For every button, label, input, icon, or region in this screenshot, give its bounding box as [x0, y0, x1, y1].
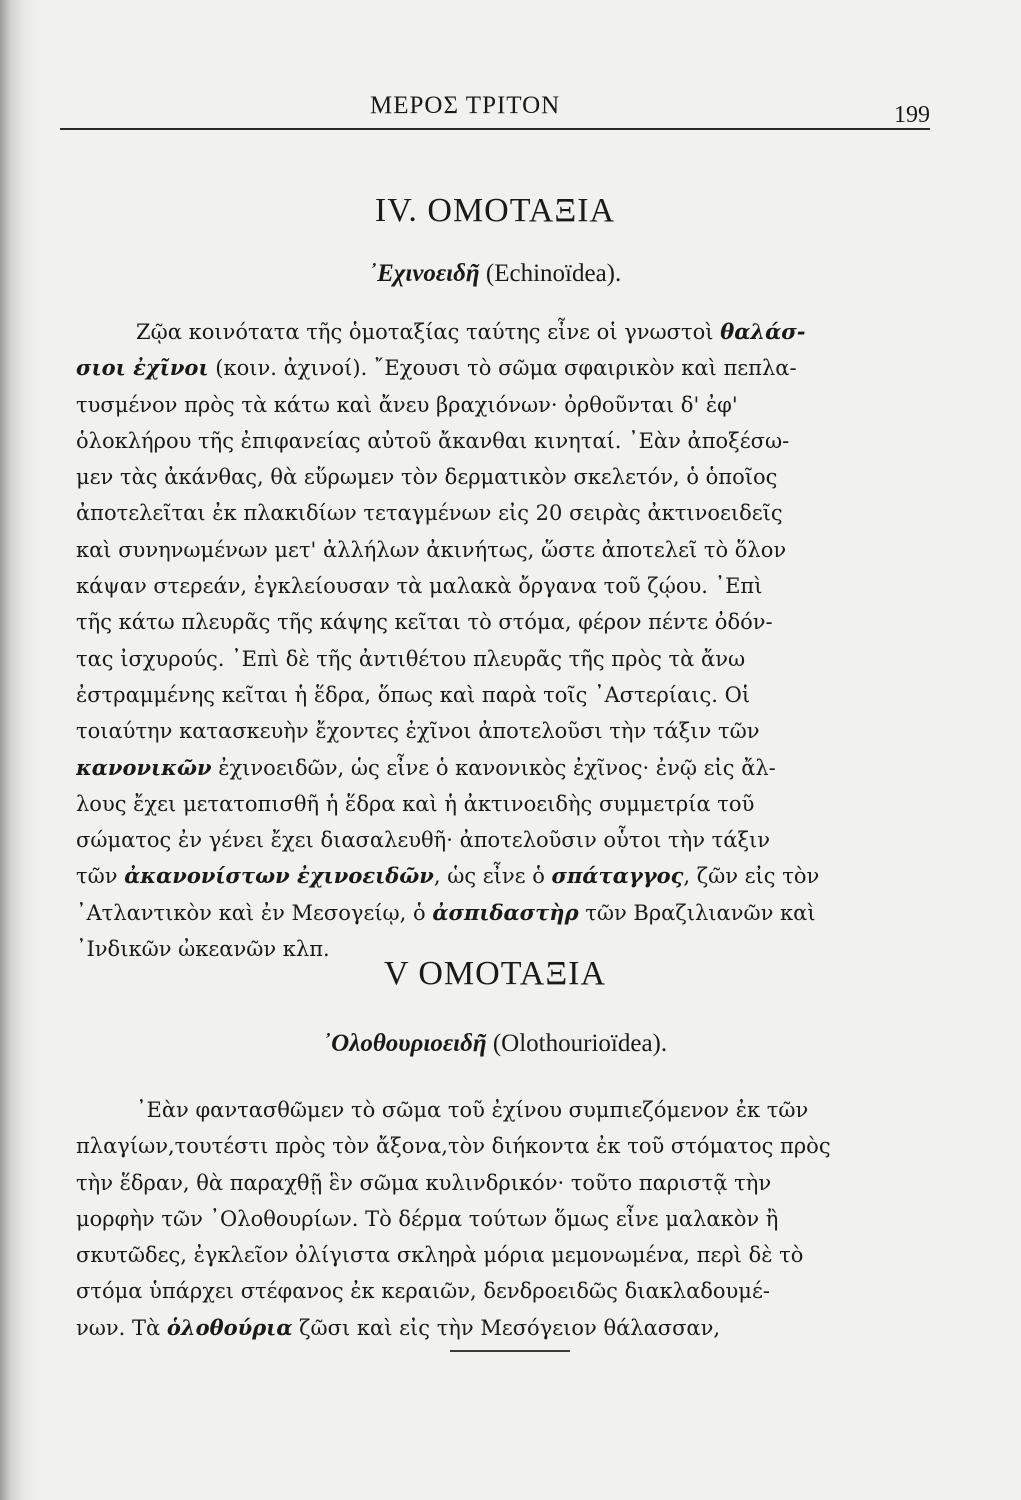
text-line: τῶν ἀκανονίστων ἐχινοειδῶν, ὡς εἶνε ὁ σπάταγγος, ζῶν εἰς τὸν [76, 863, 820, 889]
text-line: κάψαν στερεάν, ἐγκλείουσαν τὰ μαλακὰ ὄργανα τοῦ ζῴου. ᾿Επὶ [76, 574, 763, 599]
text-line: λους ἔχει μετατοπισθῆ ἡ ἕδρα καὶ ἡ ἀκτινοειδὴς συμμετρία τοῦ [76, 791, 755, 816]
text-line: τῆς κάτω πλευρᾶς τῆς κάψης κεῖται τὸ στόμα, φέρον πέντε ὀδόν- [76, 610, 773, 635]
text-line: ᾿Ινδικῶν ὠκεανῶν κλπ. [76, 937, 330, 962]
text-line: σιοι ἐχῖνοι (κοιν. ἀχινοί). ῎Εχουσι τὸ σῶμα σφαιρικὸν καὶ πεπλα- [76, 355, 797, 381]
text-line: πλαγίων,τουτέστι πρὸς τὸν ἄξονα,τὸν διήκοντα ἐκ τοῦ στόματος πρὸς [76, 1134, 831, 1159]
section-iv-subheading [60, 260, 930, 288]
header-rule [60, 128, 930, 130]
text-line: σώματος ἐν γένει ἔχει διασαλευθῆ· ἀποτελοῦσιν οὗτοι τὴν τάξιν [76, 828, 771, 853]
section-v-greek-name: ᾿Ολοθουριοειδῆ [322, 1030, 487, 1057]
text-line: καὶ συνηνωμένων μετ' ἀλλήλων ἀκινήτως, ὥστε ἀποτελεῖ τὸ ὅλον [76, 537, 787, 562]
section-v-latin-name: (Olothourioïdea). [492, 1030, 668, 1057]
text-line: τυσμένον πρὸς τὰ κάτω καὶ ἄνευ βραχιόνων· ὀρθοῦνται δ' ἐφ' [76, 392, 738, 417]
text-line: σκυτῶδες, ἐγκλεῖον ὀλίγιστα σκληρὰ μόρια μεμονωμένα, περὶ δὲ τὸ [76, 1243, 804, 1268]
text-line: ὁλοκλήρου τῆς ἐπιφανείας αὐτοῦ ἄκανθαι κινηταί. ᾿Εὰν ἀποξέσω- [76, 428, 790, 453]
running-header [60, 88, 930, 128]
text-line: ἐστραμμένης κεῖται ἡ ἕδρα, ὅπως καὶ παρὰ τοῖς ᾿Αστερίαις. Οἱ [76, 682, 751, 707]
section-v-subheading [60, 1030, 930, 1058]
text-line: Ζῷα κοινότατα τῆς ὁμοταξίας ταύτης εἶνε οἱ γνωστοὶ θαλάσ- [136, 319, 806, 344]
page-number: 199 [894, 102, 930, 128]
text-line: μεν τὰς ἀκάνθας, θὰ εὕρωμεν τὸν δερματικὸν σκελετόν, ὁ ὁποῖος [76, 465, 778, 490]
text-line: ᾿Ατλαντικὸν καὶ ἐν Μεσογείῳ, ὁ ἀσπιδαστὴρ τῶν Βραζιλιανῶν καὶ [76, 899, 816, 925]
footer-rule [450, 1350, 570, 1352]
section-v-body [76, 1092, 928, 1346]
section-iv-body [76, 314, 928, 967]
text-line: κανονικῶν ἐχινοειδῶν, ὡς εἶνε ὁ κανονικὸς ἐχῖνος· ἐνῷ εἰς ἄλ- [76, 754, 776, 780]
section-iv-latin-name: (Echinoïdea). [485, 260, 622, 287]
text-line: τὴν ἕδραν, θὰ παραχθῇ ἓν σῶμα κυλινδρικόν· τοῦτο παριστᾷ τὴν [76, 1170, 772, 1195]
text-line: ᾿Εὰν φαντασθῶμεν τὸ σῶμα τοῦ ἐχίνου συμπιεζόμενον ἐκ τῶν [136, 1098, 809, 1122]
page-binding-edge [0, 0, 40, 1500]
section-iv-heading: IV. ΟΜΟΤΑΞΙΑ [374, 192, 616, 229]
section-v-heading: V ΟΜΟΤΑΞΙΑ [383, 955, 607, 992]
text-line: στόμα ὑπάρχει στέφανος ἐκ κεραιῶν, δενδροειδῶς διακλαδουμέ- [76, 1279, 770, 1304]
section-iv-greek-name: ᾿Εχινοειδῆ [368, 260, 480, 287]
text-line: μορφὴν τῶν ᾿Ολοθουρίων. Τὸ δέρμα τούτων ὅμως εἶνε μαλακὸν ἢ [76, 1206, 779, 1231]
text-line: τοιαύτην κατασκευὴν ἔχοντες ἐχῖνοι ἀποτελοῦσι τὴν τάξιν τῶν [76, 719, 760, 744]
running-title: ΜΕΡΟΣ ΤΡΙΤΟΝ [370, 92, 561, 119]
text-line: ἀποτελεῖται ἐκ πλακιδίων τεταγμένων εἰς 20 σειρὰς ἀκτινοειδεῖς [76, 501, 783, 526]
text-line: νων. Τὰ ὁλοθούρια ζῶσι καὶ εἰς τὴν Μεσόγειον θάλασσαν, [76, 1314, 721, 1340]
text-line: τας ἰσχυρούς. ᾿Επὶ δὲ τῆς ἀντιθέτου πλευρᾶς τῆς πρὸς τὰ ἄνω [76, 646, 746, 671]
